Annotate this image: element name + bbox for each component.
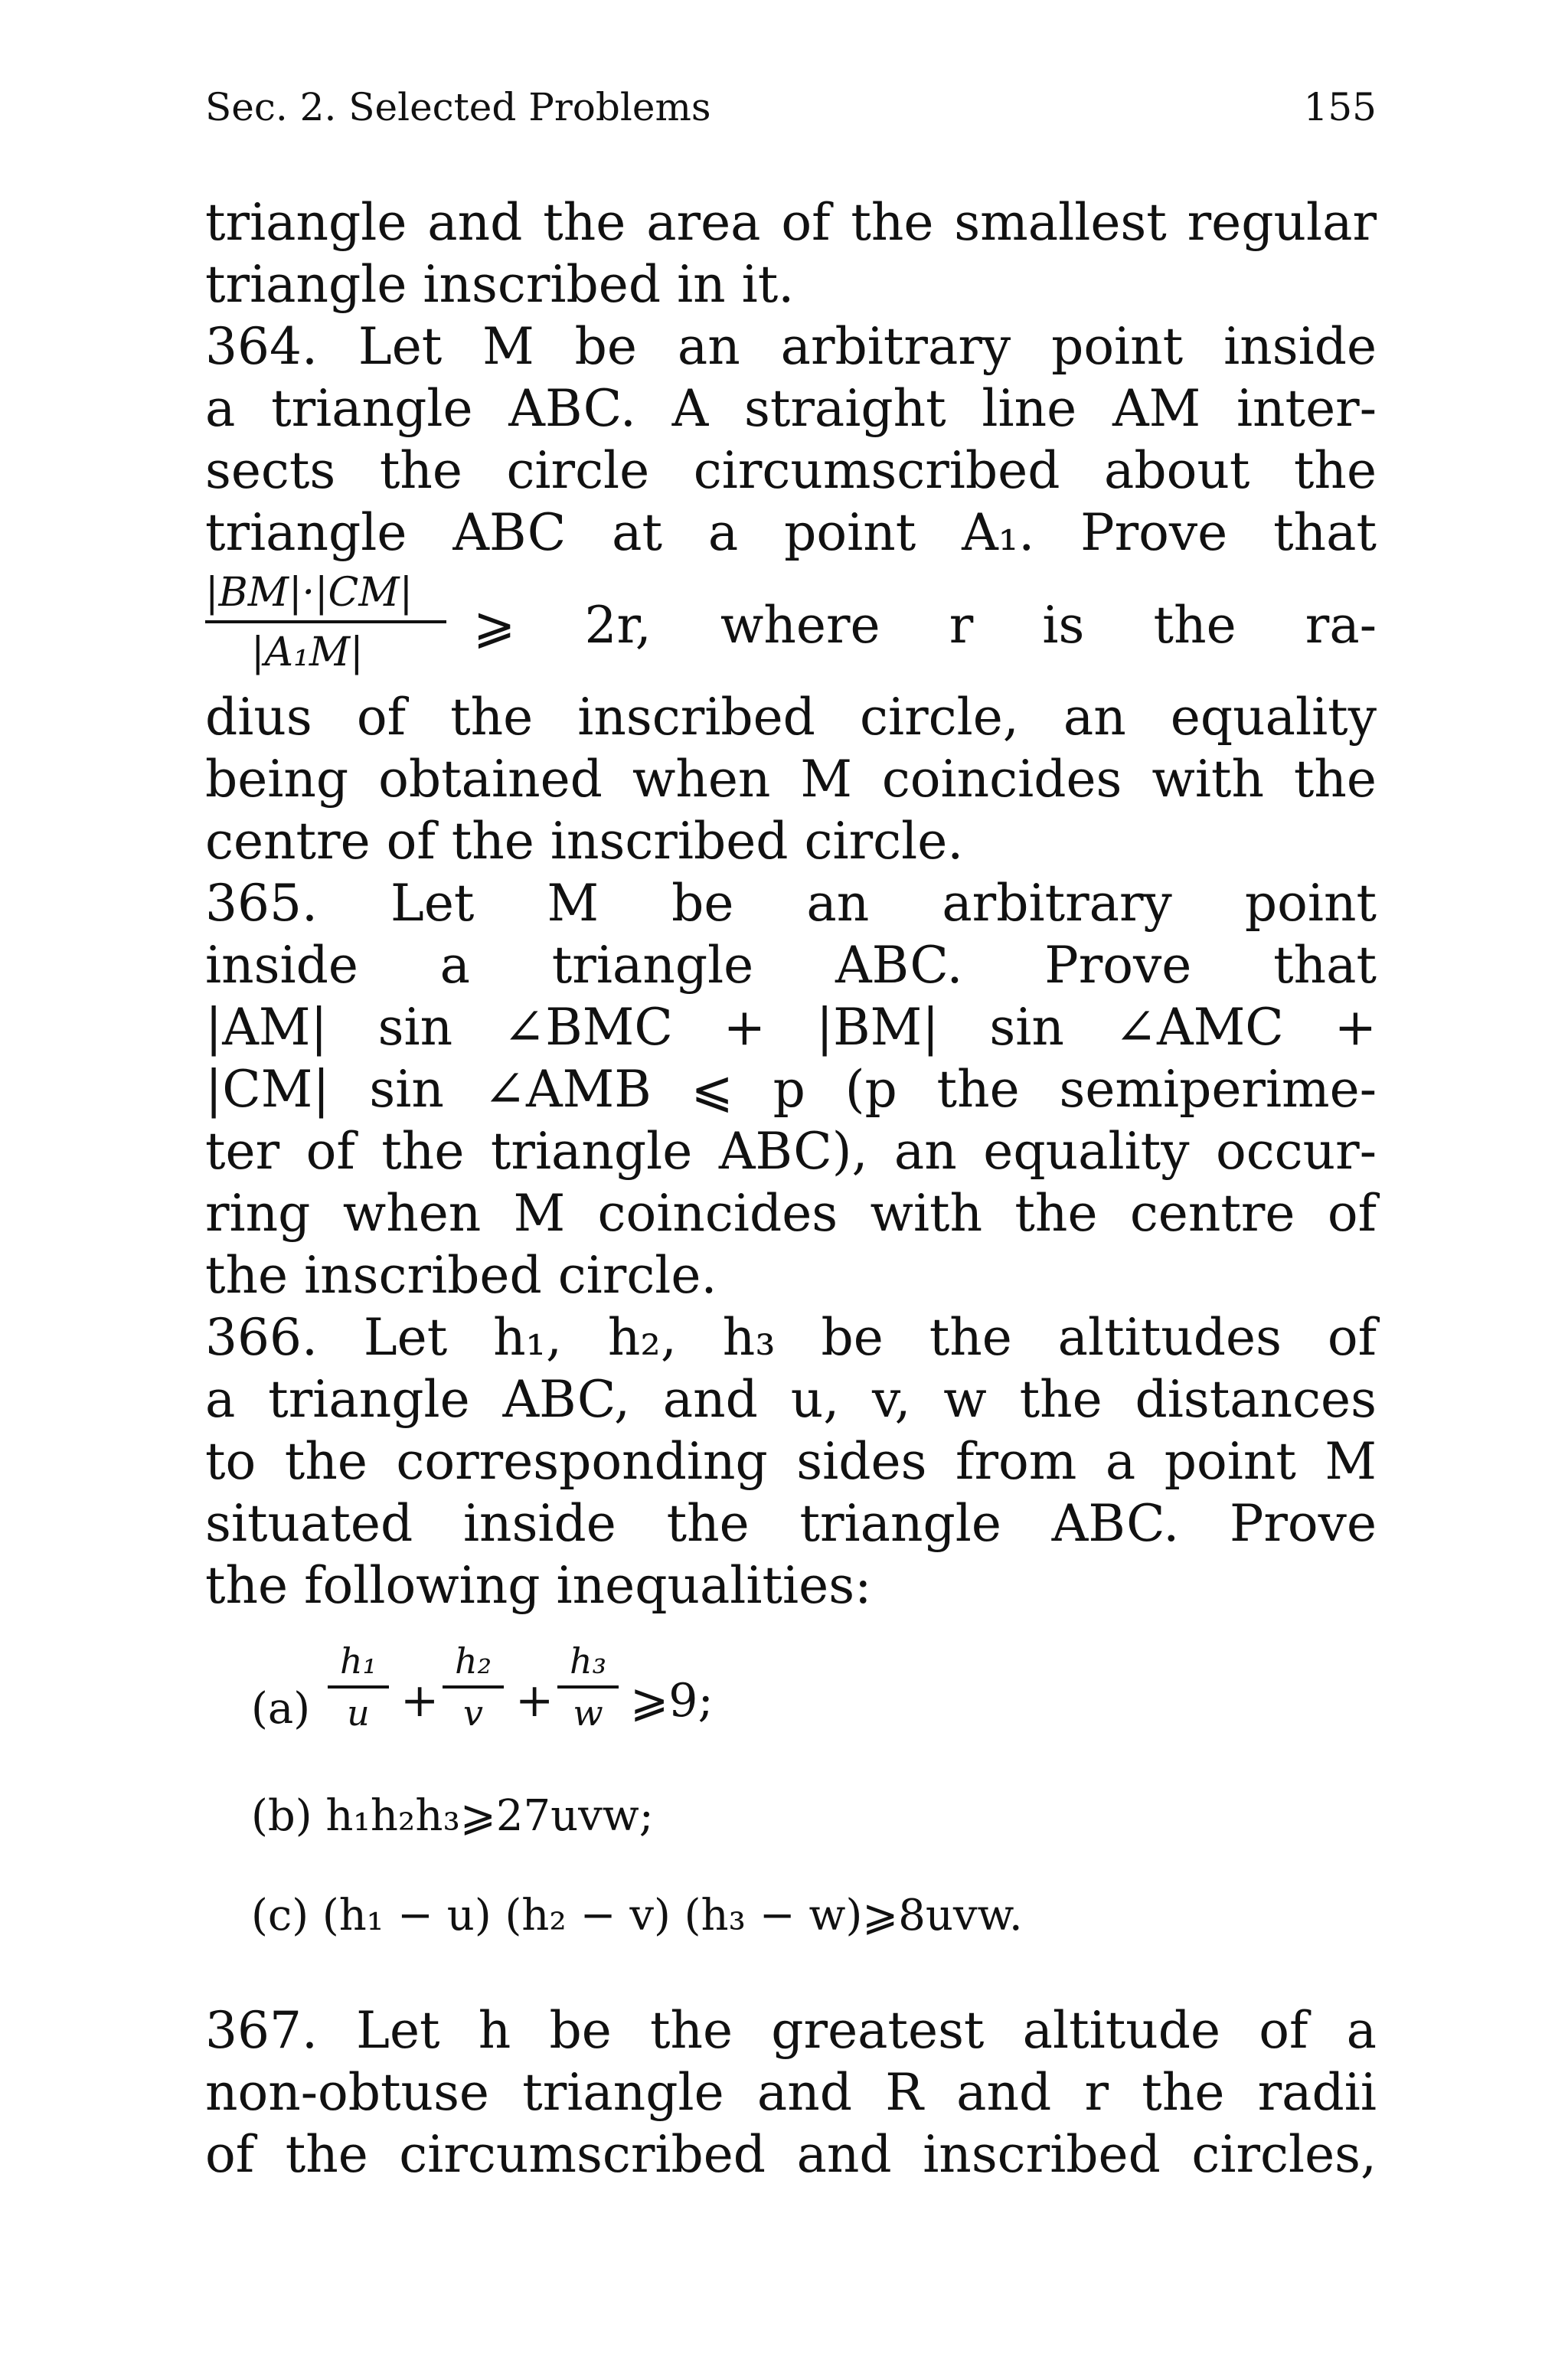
fraction [557, 1640, 619, 1734]
text-line: to the corresponding sides from a point M [205, 1432, 1377, 1491]
fraction-numerator: h₂ [454, 1640, 492, 1682]
inequality-c [205, 1869, 1377, 1999]
text-line: triangle and the area of the smallest regular [205, 193, 1377, 252]
text-line: situated inside the triangle ABC. Prove [205, 1494, 1377, 1553]
text-line: dius of the inscribed circle, an equality [205, 688, 1377, 747]
running-header [205, 77, 1377, 138]
fraction-bar [443, 1685, 504, 1689]
plus-sign: + [400, 1674, 439, 1728]
text-line: inside a triangle ABC. Prove that [205, 936, 1377, 995]
inequality-text: (b) h₁h₂h₃⩾27uvw; [251, 1791, 654, 1841]
text-line: triangle ABC at a point A₁. Prove that [205, 503, 1377, 562]
text-line: non-obtuse triangle and R and r the radii [205, 2063, 1377, 2122]
fraction-numerator: h₁ [339, 1640, 377, 1682]
inequality-a [205, 1632, 1377, 1770]
problem-365 [205, 872, 1377, 1306]
text-line: centre of the inscribed circle. [205, 812, 964, 871]
fraction-denominator: u [347, 1692, 370, 1734]
text-line: ter of the triangle ABC), an equality occur- [205, 1122, 1377, 1181]
text-line: triangle inscribed in it. [205, 255, 795, 314]
text-line: |CM| sin ∠AMB ⩽ p (p the semiperime- [205, 1060, 1377, 1119]
page-body [205, 191, 1377, 2185]
text-line: a triangle ABC. A straight line AM inter- [205, 379, 1377, 438]
plus-sign: + [515, 1674, 554, 1728]
problem-367 [205, 1999, 1377, 2185]
problem-366 [205, 1306, 1377, 1999]
inequality-text: (c) (h₁ − u) (h₂ − v) (h₃ − w)⩾8uvw. [251, 1891, 1023, 1940]
fraction-line [205, 564, 1377, 686]
text-line: |AM| sin ∠BMC + |BM| sin ∠AMC + [205, 998, 1377, 1057]
text-line: ring when M coincides with the centre of [205, 1184, 1377, 1243]
text-line: the inscribed circle. [205, 1246, 717, 1305]
fraction-numerator: h₃ [569, 1640, 607, 1682]
text-line: ⩾ 2r, where r is the ra- [473, 596, 1377, 655]
fraction [443, 1640, 504, 1734]
fraction [205, 570, 450, 685]
fraction-denominator: v [463, 1692, 483, 1734]
fraction-numerator: |BM|·|CM| [205, 570, 413, 616]
text-line: the following inequalities: [205, 1556, 872, 1615]
fraction-bar [205, 620, 446, 623]
inequality-b [205, 1770, 1377, 1869]
item-label: (a) [251, 1684, 311, 1734]
text-line: 365. Let M be an arbitrary point [205, 874, 1377, 933]
text-line: of the circumscribed and inscribed circles, [205, 2125, 1377, 2184]
problem-364 [205, 315, 1377, 872]
fraction-denominator: |A₁M| [251, 629, 364, 675]
text-line: being obtained when M coincides with the [205, 750, 1377, 809]
page-number: 155 [1303, 85, 1377, 129]
text-line: 367. Let h be the greatest altitude of a [205, 2001, 1377, 2060]
section-title: Sec. 2. Selected Problems [205, 85, 711, 129]
fraction [328, 1640, 389, 1734]
text-line: a triangle ABC, and u, v, w the distances [205, 1370, 1377, 1429]
text-line: 364. Let M be an arbitrary point inside [205, 317, 1377, 376]
inequality-rest: ⩾9; [630, 1674, 714, 1728]
fraction-bar [328, 1685, 389, 1689]
text-line: sects the circle circumscribed about the [205, 441, 1377, 500]
text-line: 366. Let h₁, h₂, h₃ be the altitudes of [205, 1308, 1377, 1367]
fraction-bar [557, 1685, 619, 1689]
fraction-denominator: w [573, 1692, 603, 1734]
